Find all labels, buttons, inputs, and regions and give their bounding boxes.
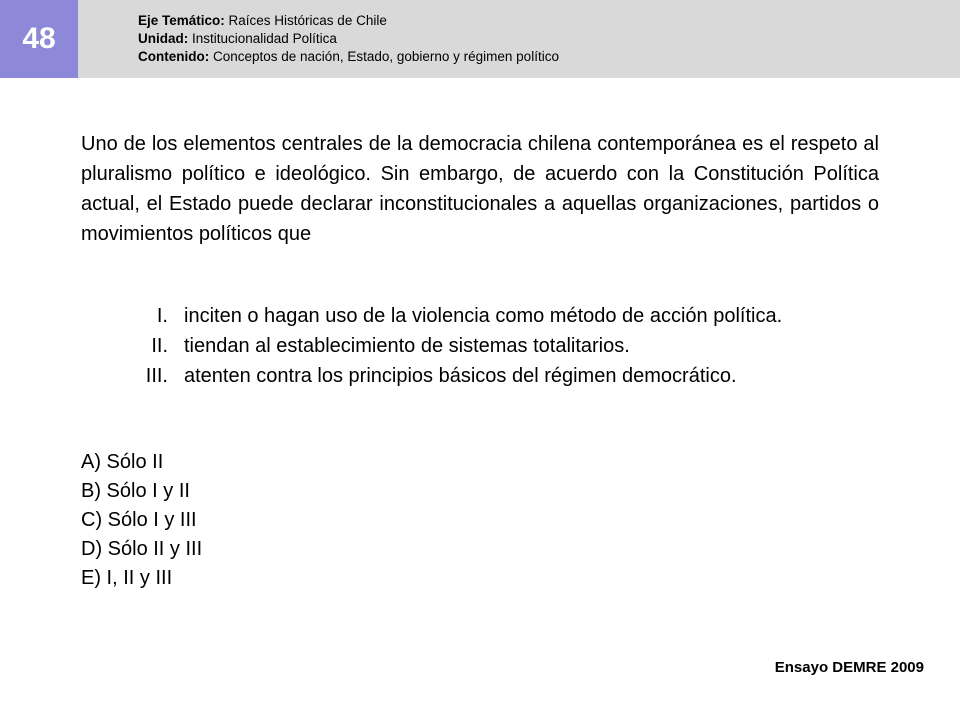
statement-list xyxy=(81,301,879,391)
statement-number: I. xyxy=(156,305,168,327)
contenido-line xyxy=(138,48,559,66)
statement-text: inciten o hagan uso de la violencia como método de acción política. xyxy=(184,305,783,327)
eje-tematico-value: Raíces Históricas de Chile xyxy=(224,13,387,28)
answer-option-a[interactable]: A) Sólo II xyxy=(81,451,164,473)
contenido-value: Conceptos de nación, Estado, gobierno y régimen político xyxy=(209,49,559,64)
statement-text: tiendan al establecimiento de sistemas totalitarios. xyxy=(184,335,630,357)
answer-option-d[interactable]: D) Sólo II y III xyxy=(81,538,203,560)
eje-tematico-label: Eje Temático: xyxy=(138,13,225,28)
eje-tematico-line xyxy=(138,12,559,30)
statement-item xyxy=(81,361,879,391)
contenido-label: Contenido: xyxy=(138,49,210,64)
statement-item xyxy=(81,331,879,361)
statement-item xyxy=(81,301,879,331)
answer-option-b[interactable]: B) Sólo I y II xyxy=(81,480,190,502)
statement-number: II. xyxy=(151,335,168,357)
unidad-line xyxy=(138,30,559,48)
question-metadata xyxy=(138,12,559,66)
question-number: 48 xyxy=(22,22,56,55)
answer-options xyxy=(81,448,202,593)
question-text: Uno de los elementos centrales de la democracia chilena contemporánea es el respeto al pluralismo político e ideológico. Sin embargo, de acuerdo con la Constitución Política actual, el Estado puede declarar inconstitucionales a aquellas organizaciones, partidos o movimientos políticos que xyxy=(81,133,879,245)
question-number-box xyxy=(0,0,78,78)
answer-option-c[interactable]: C) Sólo I y III xyxy=(81,509,197,531)
answer-option-e[interactable]: E) I, II y III xyxy=(81,567,173,589)
source-label: Ensayo DEMRE 2009 xyxy=(774,659,924,676)
unidad-label: Unidad: xyxy=(138,31,189,46)
unidad-value: Institucionalidad Política xyxy=(188,31,337,46)
statement-number: III. xyxy=(145,365,168,387)
statement-text: atenten contra los principios básicos del régimen democrático. xyxy=(184,365,737,387)
